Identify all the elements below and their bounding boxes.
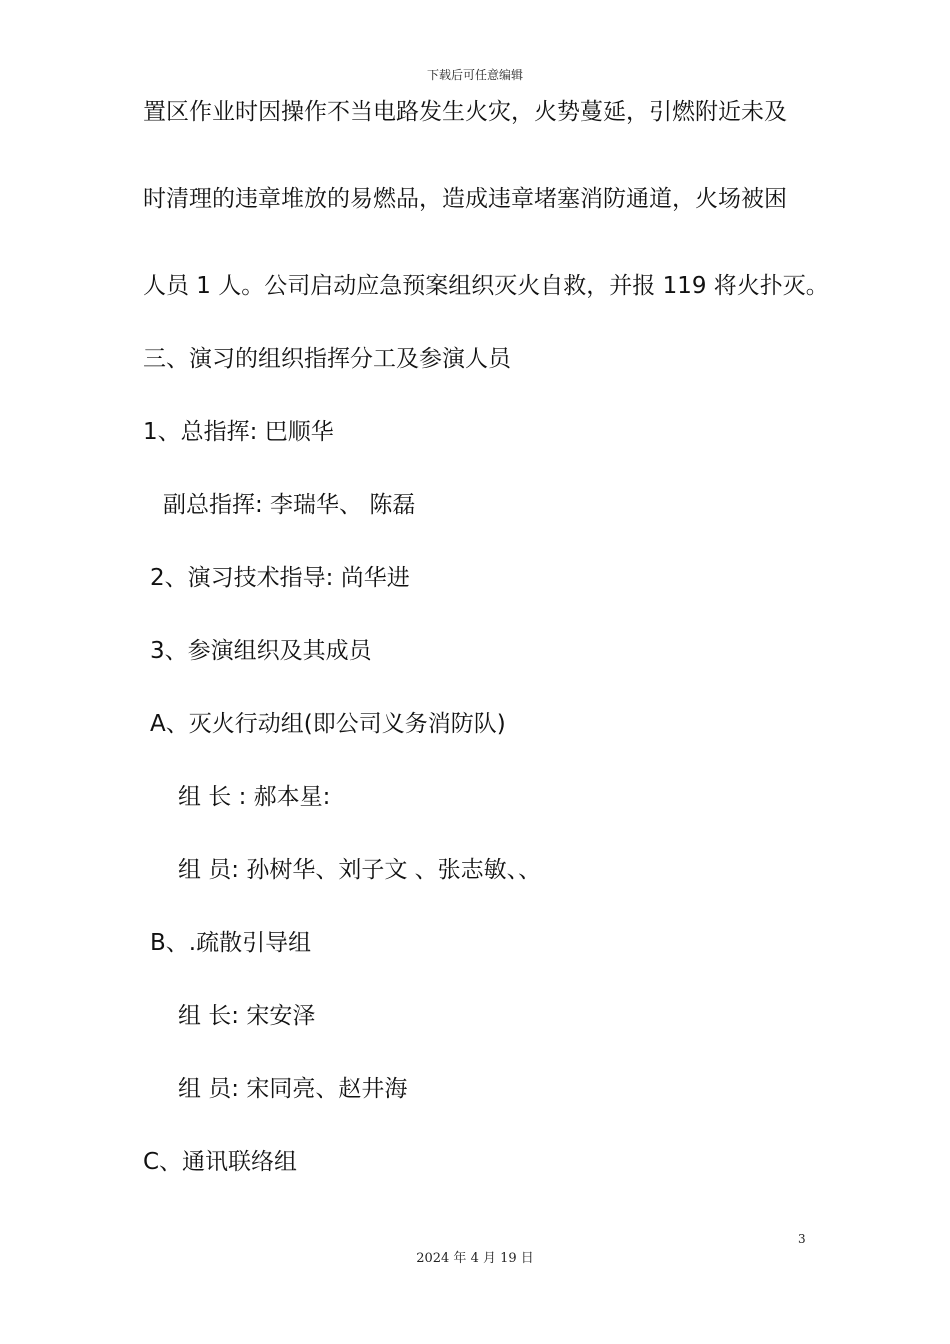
list-item: 组 员: 孙树华、刘子文 、张志敏、、 bbox=[178, 857, 542, 883]
list-item: 组 长: 宋安泽 bbox=[178, 1003, 316, 1029]
list-item: B、.疏散引导组 bbox=[150, 930, 312, 956]
list-item: 副总指挥: 李瑞华、 陈磊 bbox=[163, 492, 416, 518]
list-item: 组 员: 宋同亮、赵井海 bbox=[178, 1076, 408, 1102]
paragraph-line: 人员 1 人。公司启动应急预案组织灭火自救，并报 119 将火扑灭。 bbox=[143, 273, 829, 299]
list-item: 2、演习技术指导: 尚华进 bbox=[150, 565, 410, 591]
footer-date: 2024 年 4 月 19 日 bbox=[416, 1251, 534, 1266]
list-item: C、通讯联络组 bbox=[143, 1149, 298, 1175]
list-item: 1、总指挥: 巴顺华 bbox=[143, 419, 334, 445]
paragraph-line: 置区作业时因操作不当电路发生火灾，火势蔓延，引燃附近未及 bbox=[143, 99, 787, 125]
list-item: 3、参演组织及其成员 bbox=[150, 638, 372, 664]
page-number: 3 bbox=[798, 1232, 806, 1246]
paragraph-line: 时清理的违章堆放的易燃品，造成违章堵塞消防通道，火场被困 bbox=[143, 186, 787, 212]
section-title: 三、演习的组织指挥分工及参演人员 bbox=[143, 346, 511, 372]
list-item: 组 长 : 郝本星: bbox=[178, 784, 331, 810]
list-item: A、灭火行动组(即公司义务消防队) bbox=[150, 711, 506, 737]
page-header: 下载后可任意编辑 bbox=[426, 68, 523, 82]
